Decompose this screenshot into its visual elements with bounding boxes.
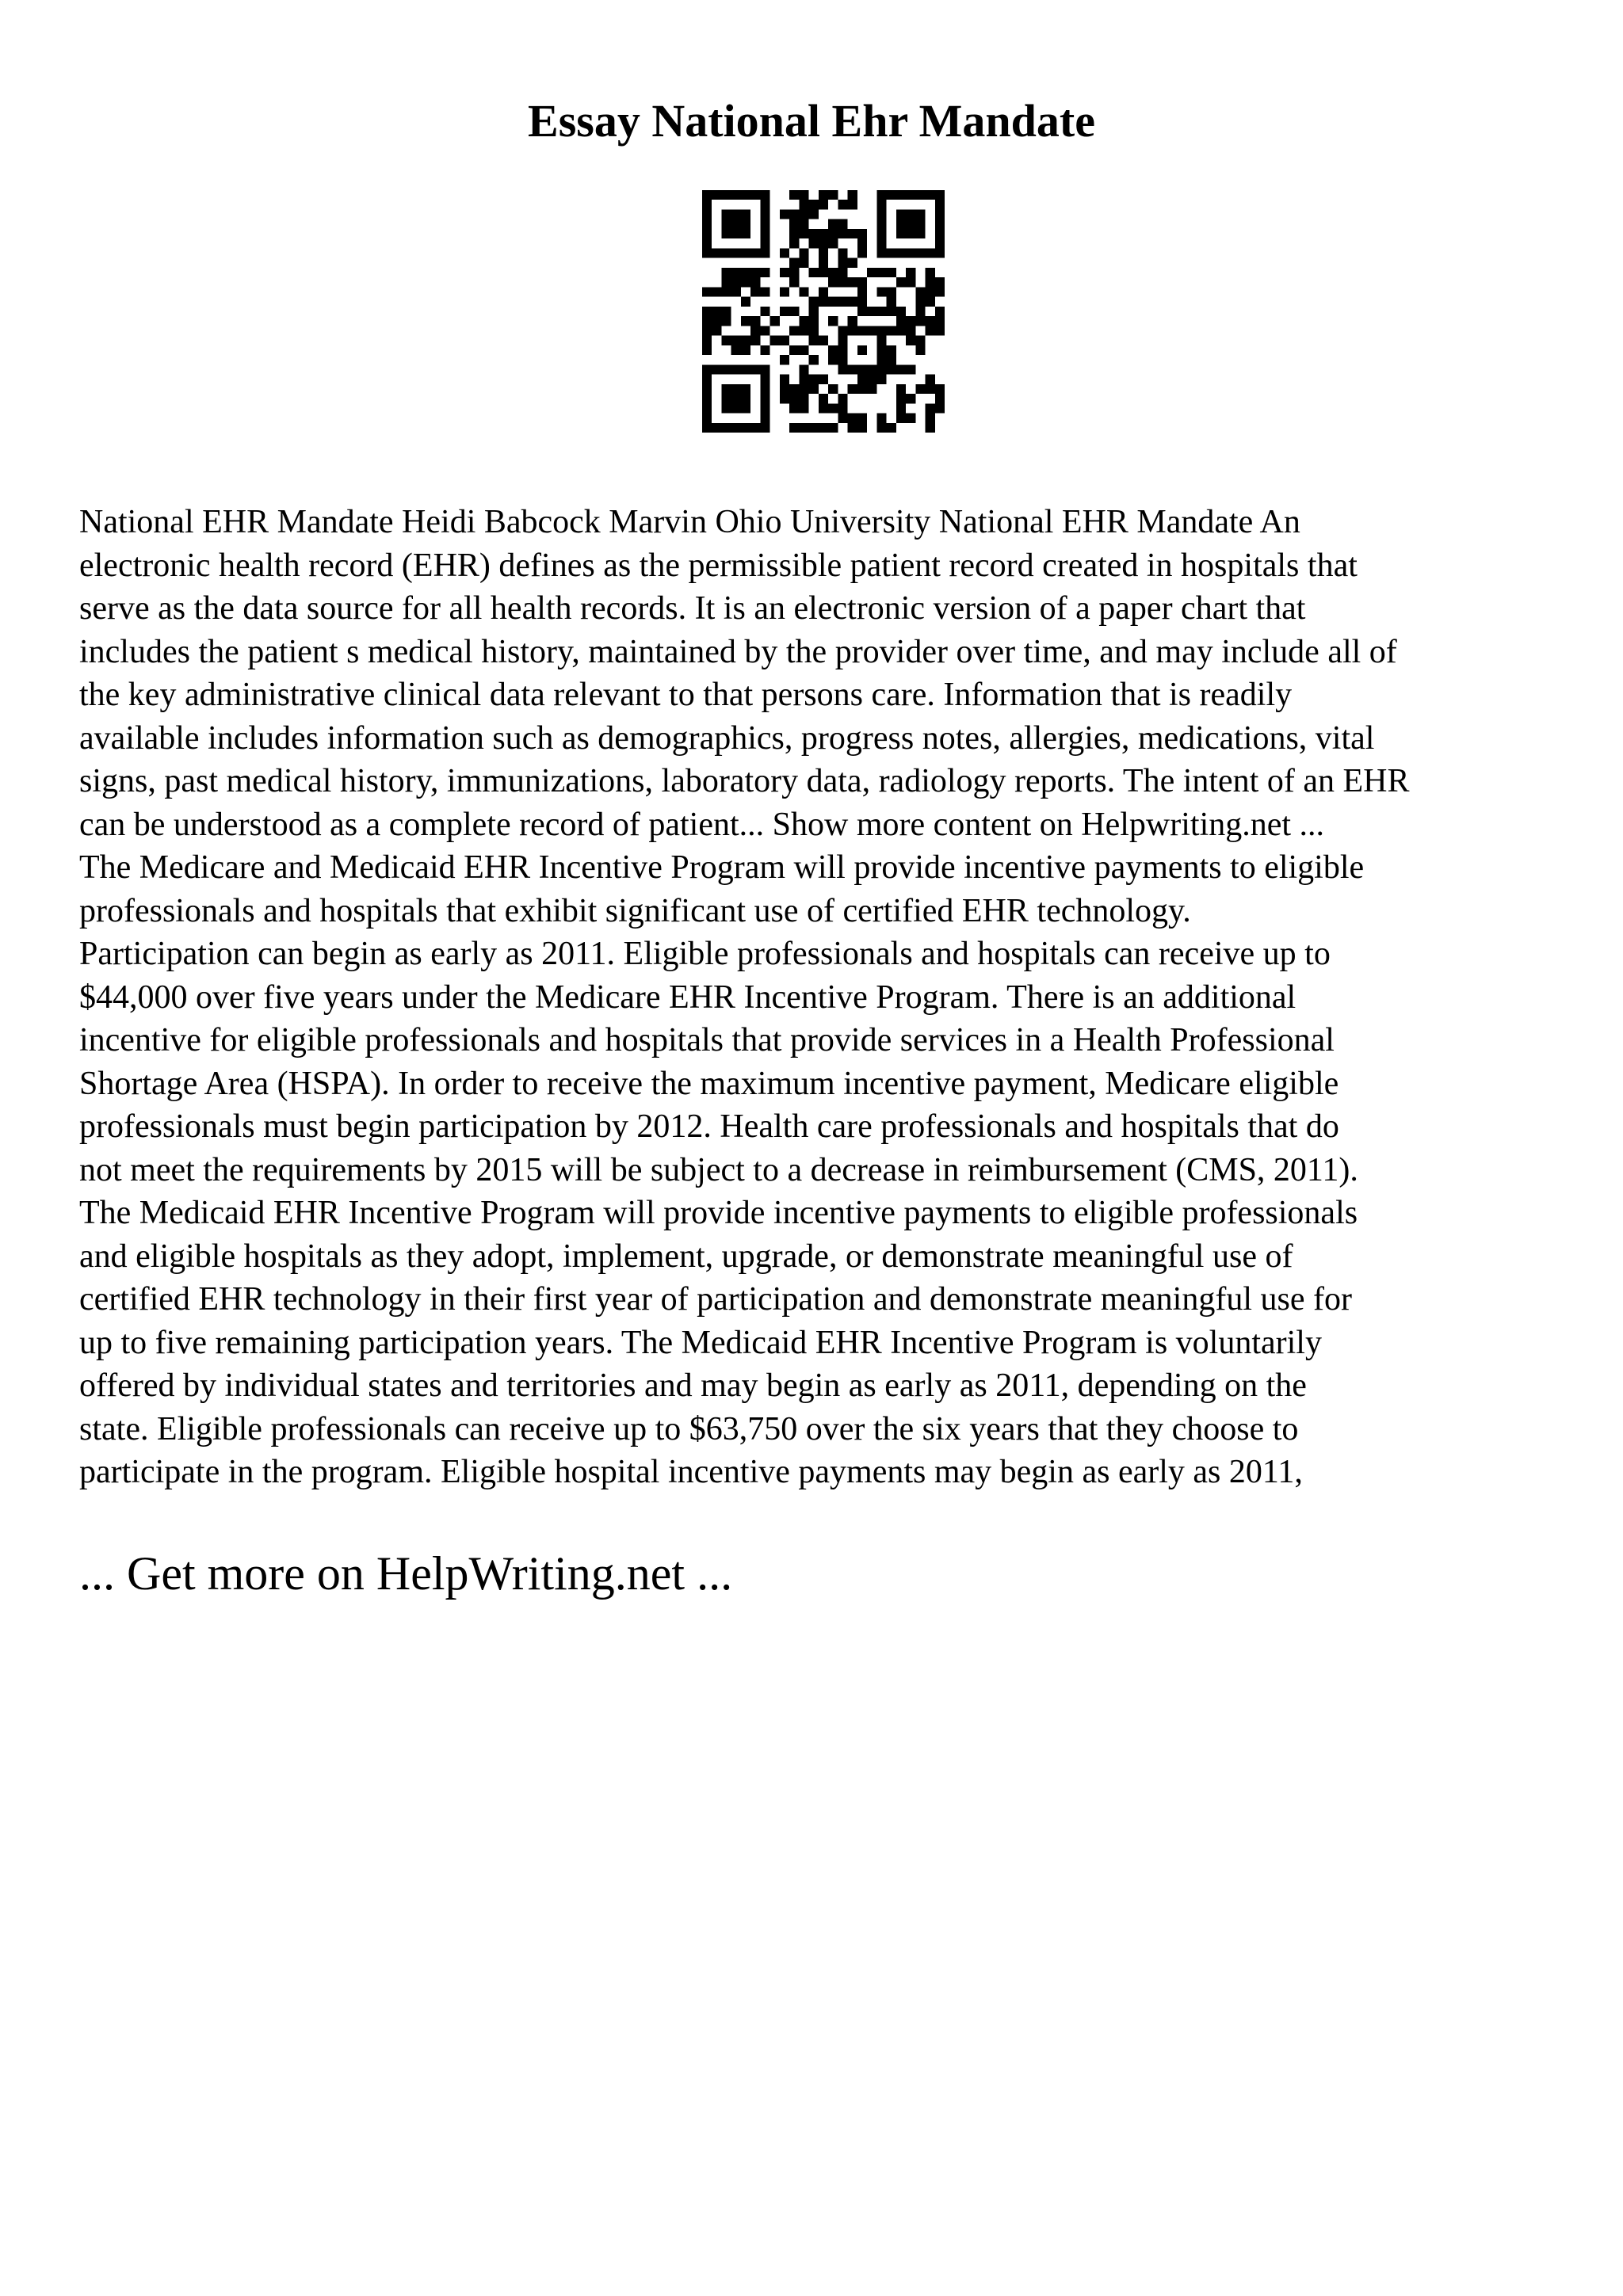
excerpt-line: not meet the requirements by 2015 will be subject to a decrease in reimbursement (CMS, 2011). <box>79 1151 1358 1188</box>
document-title: Essay National Ehr Mandate <box>528 95 1095 147</box>
excerpt-line: serve as the data source for all health records. It is an electronic version of a paper chart that <box>79 590 1306 627</box>
excerpt-line: Participation can begin as early as 2011. Eligible professionals and hospitals can receive up to <box>79 936 1331 972</box>
excerpt-line: National EHR Mandate Heidi Babcock Marvin Ohio University National EHR Mandate An <box>79 504 1300 540</box>
excerpt-line: includes the patient s medical history, maintained by the provider over time, and may include all of <box>79 633 1397 670</box>
excerpt-line: participate in the program. Eligible hospital incentive payments may begin as early as 2011, <box>79 1454 1303 1490</box>
essay-excerpt <box>79 501 1569 1494</box>
excerpt-line: electronic health record (EHR) defines as the permissible patient record created in hospitals that <box>79 547 1358 584</box>
excerpt-line: available includes information such as demographics, progress notes, allergies, medications, vital <box>79 719 1375 757</box>
qr-code-icon <box>702 190 945 433</box>
excerpt-line: state. Eligible professionals can receive up to $63,750 over the six years that they choose to <box>79 1410 1299 1447</box>
excerpt-line: incentive for eligible professionals and hospitals that provide services in a Health Professional <box>79 1022 1335 1058</box>
excerpt-line: professionals and hospitals that exhibit significant use of certified EHR technology. <box>79 892 1191 929</box>
qr-code-graphic <box>702 190 945 433</box>
get-more-link[interactable]: ... Get more on HelpWriting.net ... <box>79 1547 733 1600</box>
excerpt-line: $44,000 over five years under the Medicare EHR Incentive Program. There is an additional <box>79 978 1296 1016</box>
excerpt-line: professionals must begin participation by 2012. Health care professionals and hospitals that do <box>79 1108 1339 1145</box>
excerpt-line: the key administrative clinical data relevant to that persons care. Information that is readily <box>79 677 1293 713</box>
excerpt-line: and eligible hospitals as they adopt, implement, upgrade, or demonstrate meaningful use of <box>79 1238 1293 1275</box>
excerpt-line: up to five remaining participation years. The Medicaid EHR Incentive Program is voluntarily <box>79 1324 1322 1361</box>
excerpt-line: signs, past medical history, immunizations, laboratory data, radiology reports. The intent of an EHR <box>79 763 1410 799</box>
excerpt-line: certified EHR technology in their first year of participation and demonstrate meaningful use for <box>79 1281 1352 1318</box>
excerpt-line: offered by individual states and territories and may begin as early as 2011, depending on the <box>79 1367 1307 1404</box>
excerpt-line: The Medicare and Medicaid EHR Incentive Program will provide incentive payments to eligible <box>79 849 1365 886</box>
excerpt-line: can be understood as a complete record of patient... Show more content on Helpwriting.net ... <box>79 806 1325 843</box>
excerpt-line: Shortage Area (HSPA). In order to receive the maximum incentive payment, Medicare eligible <box>79 1065 1339 1102</box>
excerpt-line: The Medicaid EHR Incentive Program will provide incentive payments to eligible professionals <box>79 1195 1358 1231</box>
